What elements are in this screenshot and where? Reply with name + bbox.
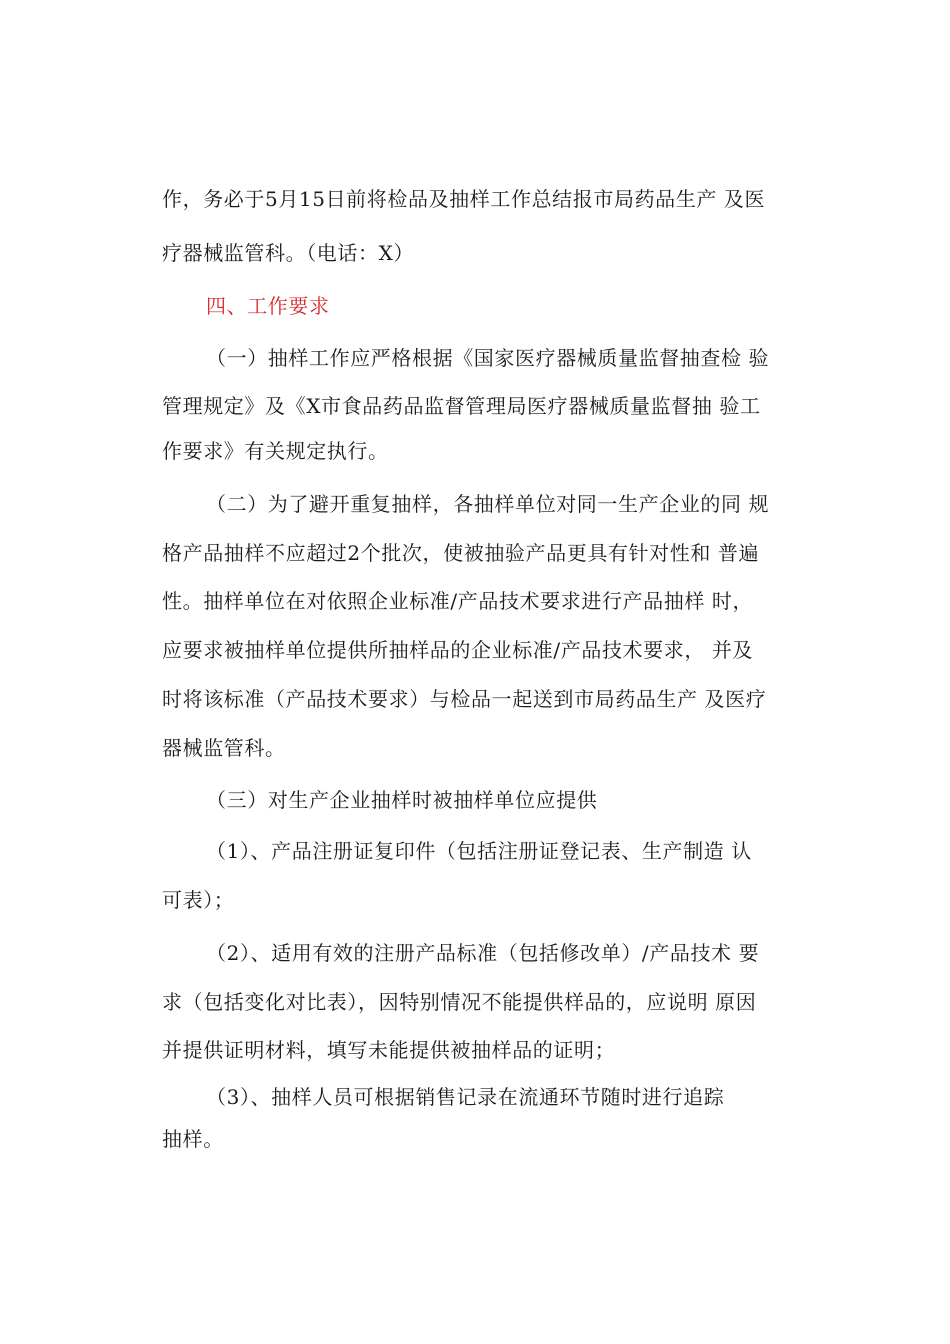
list-item-line: 可表）； — [162, 888, 235, 912]
paragraph-line: 格产品抽样不应超过2个批次，使被抽验产品更具有针对性和 普遍 — [162, 541, 760, 565]
paragraph-line: 管理规定》及《X市食品药品监督管理局医疗器械质量监督抽 验工 — [162, 394, 761, 418]
paragraph-line: 作，务必于5月15日前将检品及抽样工作总结报市局药品生产 及医 — [162, 187, 766, 211]
paragraph-line: 性。抽样单位在对依照企业标准/产品技术要求进行产品抽样 时， — [162, 589, 754, 613]
list-item-line: 抽样。 — [162, 1127, 224, 1151]
paragraph-line: 应要求被抽样单位提供所抽样品的企业标准/产品技术要求， 并及 — [162, 638, 754, 662]
list-item-line: （3）、抽样人员可根据销售记录在流通环节随时进行追踪 — [206, 1085, 725, 1109]
paragraph-line: （一）抽样工作应严格根据《国家医疗器械质量监督抽查检 验 — [206, 346, 770, 370]
paragraph-line: （二）为了避开重复抽样，各抽样单位对同一生产企业的同 规 — [206, 492, 770, 516]
section-heading: 四、工作要求 — [206, 294, 330, 318]
list-item-line: （1）、产品注册证复印件（包括注册证登记表、生产制造 认 — [206, 839, 752, 863]
list-item-line: （2）、适用有效的注册产品标准（包括修改单）/产品技术 要 — [206, 941, 760, 965]
list-item-line: 并提供证明材料，填写未能提供被抽样品的证明； — [162, 1038, 616, 1062]
paragraph-line: 时将该标准（产品技术要求）与检品一起送到市局药品生产 及医疗 — [162, 687, 767, 711]
paragraph-line: 疗器械监管科。（电话：X） — [162, 241, 415, 265]
list-item-line: 求（包括变化对比表），因特别情况不能提供样品的，应说明 原因 — [162, 990, 757, 1014]
paragraph-line: 器械监管科。 — [162, 736, 286, 760]
paragraph-line: 作要求》有关规定执行。 — [162, 439, 389, 463]
paragraph-line: （三）对生产企业抽样时被抽样单位应提供 — [206, 788, 598, 812]
